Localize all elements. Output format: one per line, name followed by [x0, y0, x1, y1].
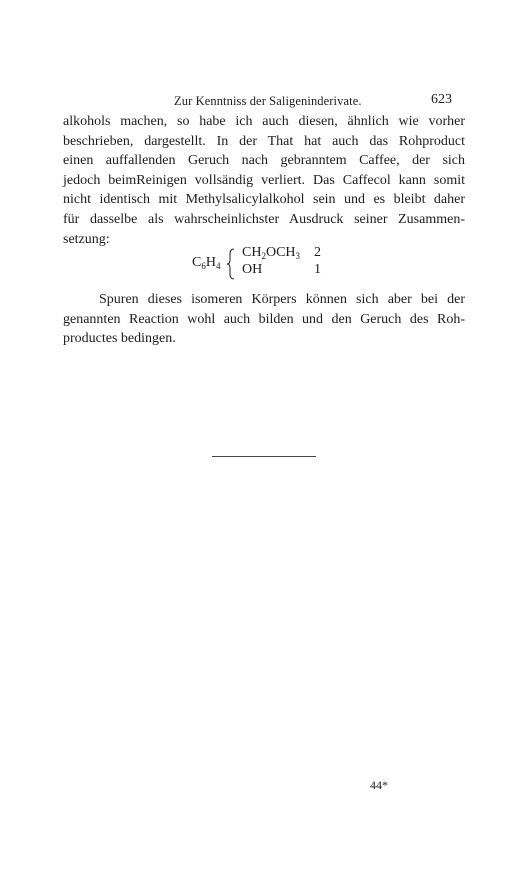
text-line: jedoch beimReinigen vollsändig verliert. Das Caffecol kann somit: [63, 172, 465, 188]
text-line: Spuren dieses isomeren Körpers können sich aber bei der: [99, 292, 465, 307]
formula-row-1: $CH_2OCH_3$: [242, 245, 301, 261]
page-number: 623: [431, 92, 452, 107]
text-line: einen auffallenden Geruch nach gebranntem Caffee, der sich: [63, 153, 465, 169]
formula-position-2: 1: [314, 262, 321, 277]
signature-mark: 44*: [370, 778, 388, 792]
section-end-rule: [212, 456, 316, 457]
text-line: genannten Reaction wohl auch bilden und den Geruch des Roh-: [63, 311, 465, 327]
formula-row-2: OH: [242, 262, 263, 277]
paragraph-1: [63, 112, 465, 249]
curly-brace-icon: [226, 248, 236, 280]
text-line: beschrieben, dargestellt. In der That hat auch das Rohproduct: [63, 133, 465, 149]
text-line: für dasselbe als wahrscheinlichster Ausdruck seiner Zusammen-: [63, 211, 465, 227]
formula-position-1: 2: [314, 245, 321, 260]
text-line: alkohols machen, so habe ich auch diesen, ähnlich wie vorher: [63, 114, 465, 129]
text-line: productes bedingen.: [63, 331, 176, 347]
running-head: [0, 94, 528, 110]
text-line: setzung:: [63, 231, 110, 247]
paragraph-2: [63, 290, 465, 349]
text-line: nicht identisch mit Methylsalicylalkohol sein und es bleibt daher: [63, 192, 465, 208]
running-title: Zur Kenntniss der Saligeninderivate.: [174, 94, 362, 108]
chemical-formula: [192, 245, 332, 285]
formula-base: $C_6H_4$: [192, 255, 221, 271]
